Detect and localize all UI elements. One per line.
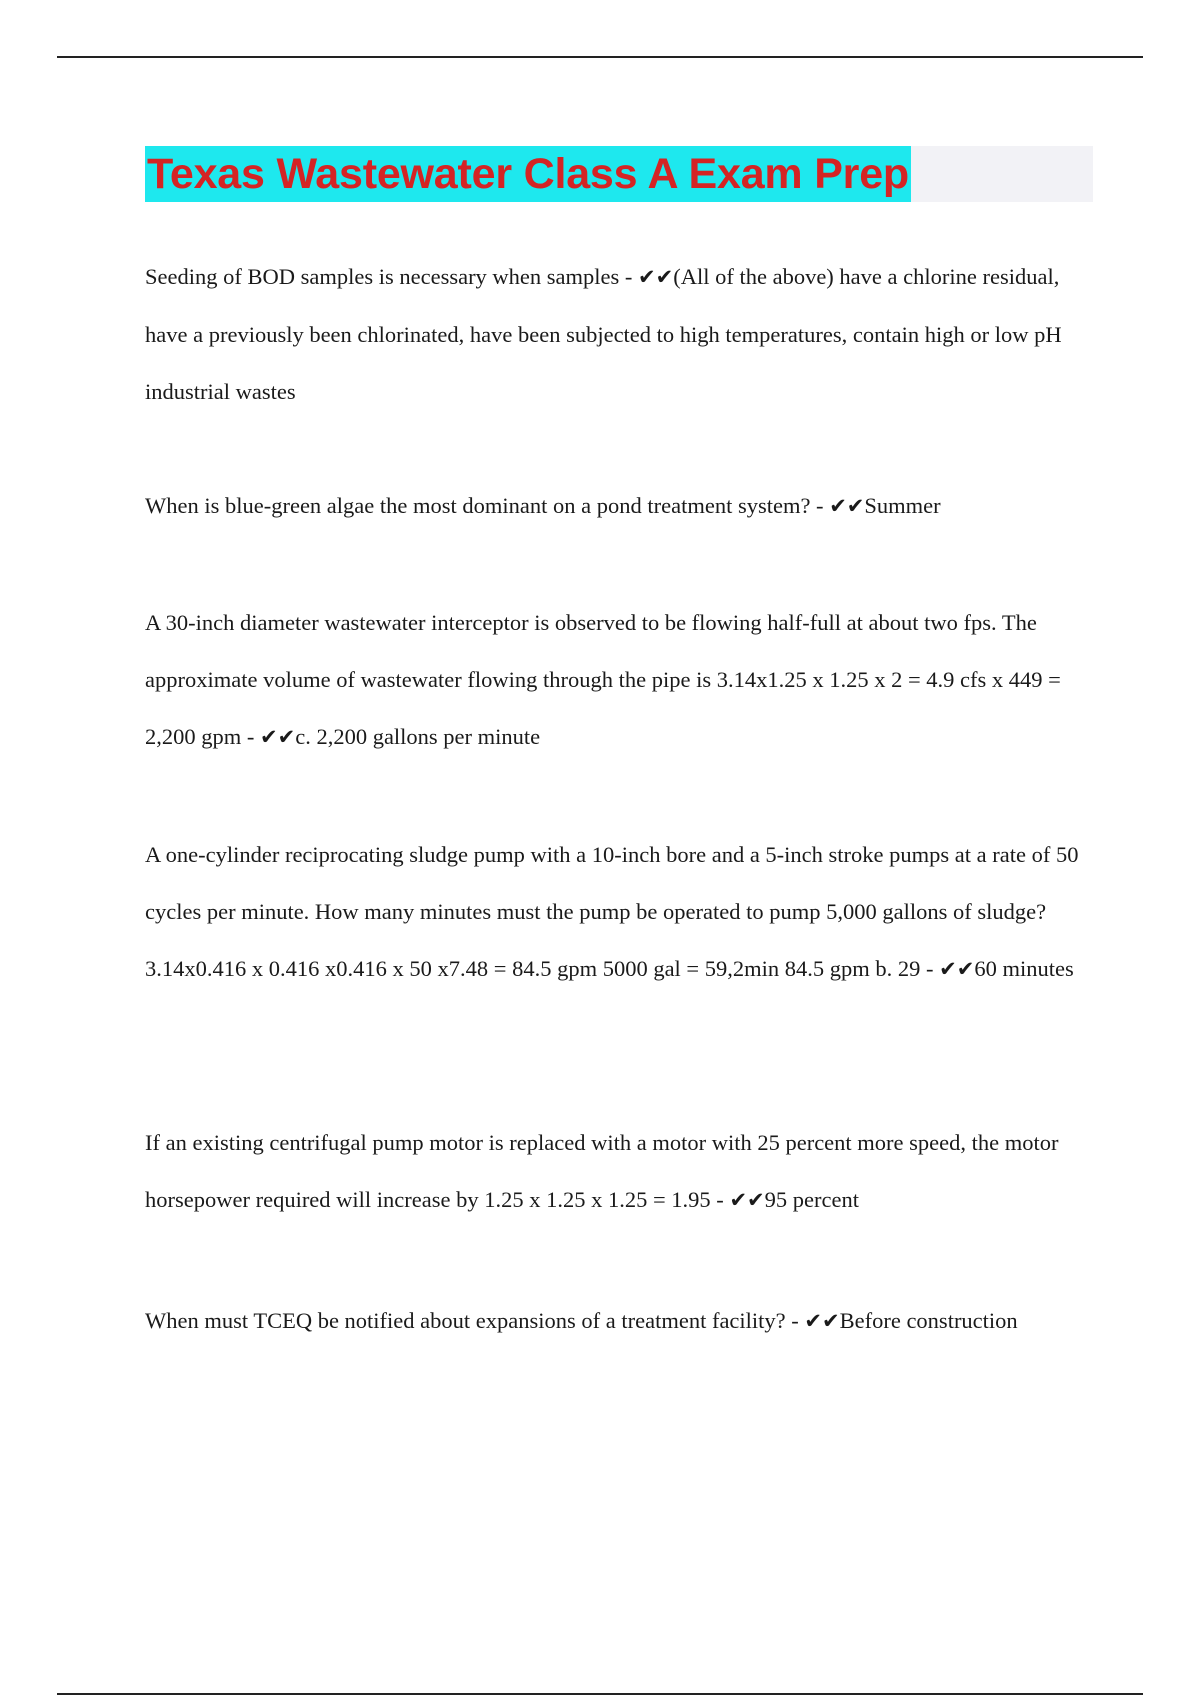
double-check-icon: ✔✔ bbox=[260, 725, 296, 749]
bottom-divider bbox=[57, 1693, 1143, 1695]
answer-text: 95 percent bbox=[764, 1187, 859, 1212]
double-check-icon: ✔✔ bbox=[804, 1309, 840, 1333]
answer-text: (All of the above) have a chlorine residual, have a previously been chlorinated, have been subjected to high temperatures, contain high or low pH industrial wastes bbox=[145, 264, 1062, 404]
question-text: A one-cylinder reciprocating sludge pump with a 10-inch bore and a 5-inch stroke pumps at a rate of 50 cycles per minute. How many minutes must the pump be operated to pump 5,000 gallons of sludge? 3.14x0.416 x 0.416 x0.416 x 50 x7.48 = 84.5 gpm 5000 gal = 59,2min 84.5 gpm b. 29 - bbox=[145, 842, 1079, 981]
answer-text: Summer bbox=[864, 493, 941, 518]
question-text: If an existing centrifugal pump motor is replaced with a motor with 25 percent more speed, the motor horsepower required will increase by 1.25 x 1.25 x 1.25 = 1.95 - bbox=[145, 1130, 1059, 1212]
qa-item bbox=[145, 1114, 1095, 1229]
page-title: Texas Wastewater Class A Exam Prep bbox=[145, 146, 911, 202]
answer-text: c. 2,200 gallons per minute bbox=[295, 724, 541, 749]
title-banner bbox=[145, 146, 1093, 202]
qa-item bbox=[145, 248, 1095, 420]
qa-item bbox=[145, 594, 1095, 766]
qa-item bbox=[145, 826, 1095, 998]
answer-text: 60 minutes bbox=[974, 956, 1074, 981]
double-check-icon: ✔✔ bbox=[638, 265, 674, 289]
question-text: When must TCEQ be notified about expansions of a treatment facility? - bbox=[145, 1308, 805, 1333]
double-check-icon: ✔✔ bbox=[829, 494, 865, 518]
top-divider bbox=[57, 56, 1143, 58]
double-check-icon: ✔✔ bbox=[729, 1188, 765, 1212]
question-text: A 30-inch diameter wastewater interceptor is observed to be flowing half-full at about two fps. The approximate volume of wastewater flowing through the pipe is 3.14x1.25 x 1.25 x 2 = 4.9 cfs x 449 = 2,200 gpm - bbox=[145, 610, 1061, 749]
question-text: When is blue-green algae the most dominant on a pond treatment system? - bbox=[145, 493, 830, 518]
question-text: Seeding of BOD samples is necessary when samples - bbox=[145, 264, 639, 289]
double-check-icon: ✔✔ bbox=[939, 957, 975, 981]
qa-item bbox=[145, 477, 1095, 535]
qa-item bbox=[145, 1292, 1135, 1350]
answer-text: Before construction bbox=[839, 1308, 1018, 1333]
